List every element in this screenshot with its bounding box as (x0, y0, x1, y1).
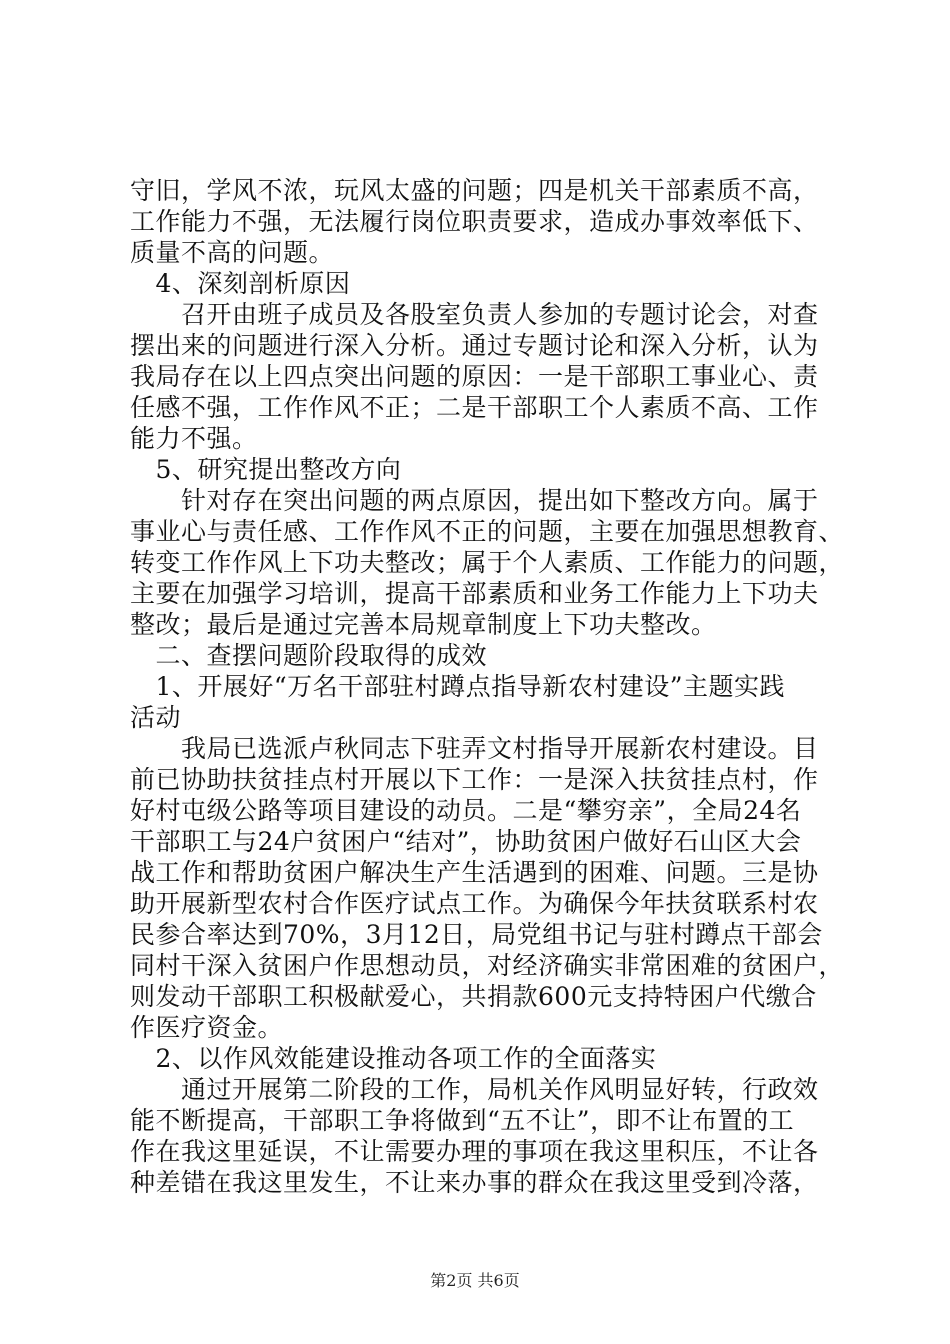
section-heading: 2、以作风效能建设推动各项工作的全面落实 (130, 1044, 657, 1073)
text-line: 任感不强，工作作风不正；二是干部职工个人素质不高、工作 (130, 393, 819, 422)
section-heading: 1、开展好“万名干部驻村蹲点指导新农村建设”主题实践 (130, 672, 785, 701)
text-line: 同村干深入贫困户作思想动员，对经济确实非常困难的贫困户， (130, 951, 845, 980)
text-line: 则发动干部职工积极献爱心，共捐款600元支持特困户代缴合 (130, 982, 817, 1011)
text-line: 守旧，学风不浓，玩风太盛的问题；四是机关干部素质不高， (130, 176, 819, 205)
text-line: 能力不强。 (130, 424, 258, 453)
text-line: 能不断提高，干部职工争将做到“五不让”，即不让布置的工 (130, 1106, 795, 1135)
text-line: 召开由班子成员及各股室负责人参加的专题讨论会，对查 (130, 300, 819, 329)
text-line: 助开展新型农村合作医疗试点工作。为确保今年扶贫联系村农 (130, 889, 819, 918)
text-line: 针对存在突出问题的两点原因，提出如下整改方向。属于 (130, 486, 819, 515)
text-line: 整改；最后是通过完善本局规章制度上下功夫整改。 (130, 610, 717, 639)
text-line: 好村屯级公路等项目建设的动员。二是“攀穷亲”，全局24名 (130, 796, 802, 825)
text-line: 前已协助扶贫挂点村开展以下工作：一是深入扶贫挂点村，作 (130, 765, 819, 794)
text-line: 战工作和帮助贫困户解决生产生活遇到的困难、问题。三是协 (130, 858, 819, 887)
text-line: 主要在加强学习培训，提高干部素质和业务工作能力上下功夫 (130, 579, 819, 608)
text-line: 事业心与责任感、工作作风不正的问题，主要在加强思想教育、 (130, 517, 845, 546)
text-line: 工作能力不强，无法履行岗位职责要求，造成办事效率低下、 (130, 207, 819, 236)
text-line: 摆出来的问题进行深入分析。通过专题讨论和深入分析，认为 (130, 331, 819, 360)
text-line: 干部职工与24户贫困户“结对”，协助贫困户做好石山区大会 (130, 827, 802, 856)
section-heading: 4、深刻剖析原因 (130, 269, 351, 298)
section-heading: 二、查摆问题阶段取得的成效 (130, 641, 488, 670)
text-line: 民参合率达到70%，3月12日，局党组书记与驻村蹲点干部会 (130, 920, 823, 949)
text-line: 作医疗资金。 (130, 1013, 284, 1042)
section-heading: 5、研究提出整改方向 (130, 455, 402, 484)
text-line: 通过开展第二阶段的工作，局机关作风明显好转，行政效 (130, 1075, 819, 1104)
text-line: 我局已选派卢秋同志下驻弄文村指导开展新农村建设。目 (130, 734, 819, 763)
page-number-footer: 第2页 共6页 (430, 1271, 520, 1290)
section-heading: 活动 (130, 703, 182, 732)
text-line: 我局存在以上四点突出问题的原因：一是干部职工事业心、责 (130, 362, 819, 391)
text-line: 质量不高的问题。 (130, 238, 335, 267)
text-line: 种差错在我这里发生，不让来办事的群众在我这里受到冷落， (130, 1168, 819, 1197)
text-line: 作在我这里延误，不让需要办理的事项在我这里积压，不让各 (130, 1137, 819, 1166)
text-line: 转变工作作风上下功夫整改；属于个人素质、工作能力的问题， (130, 548, 845, 577)
